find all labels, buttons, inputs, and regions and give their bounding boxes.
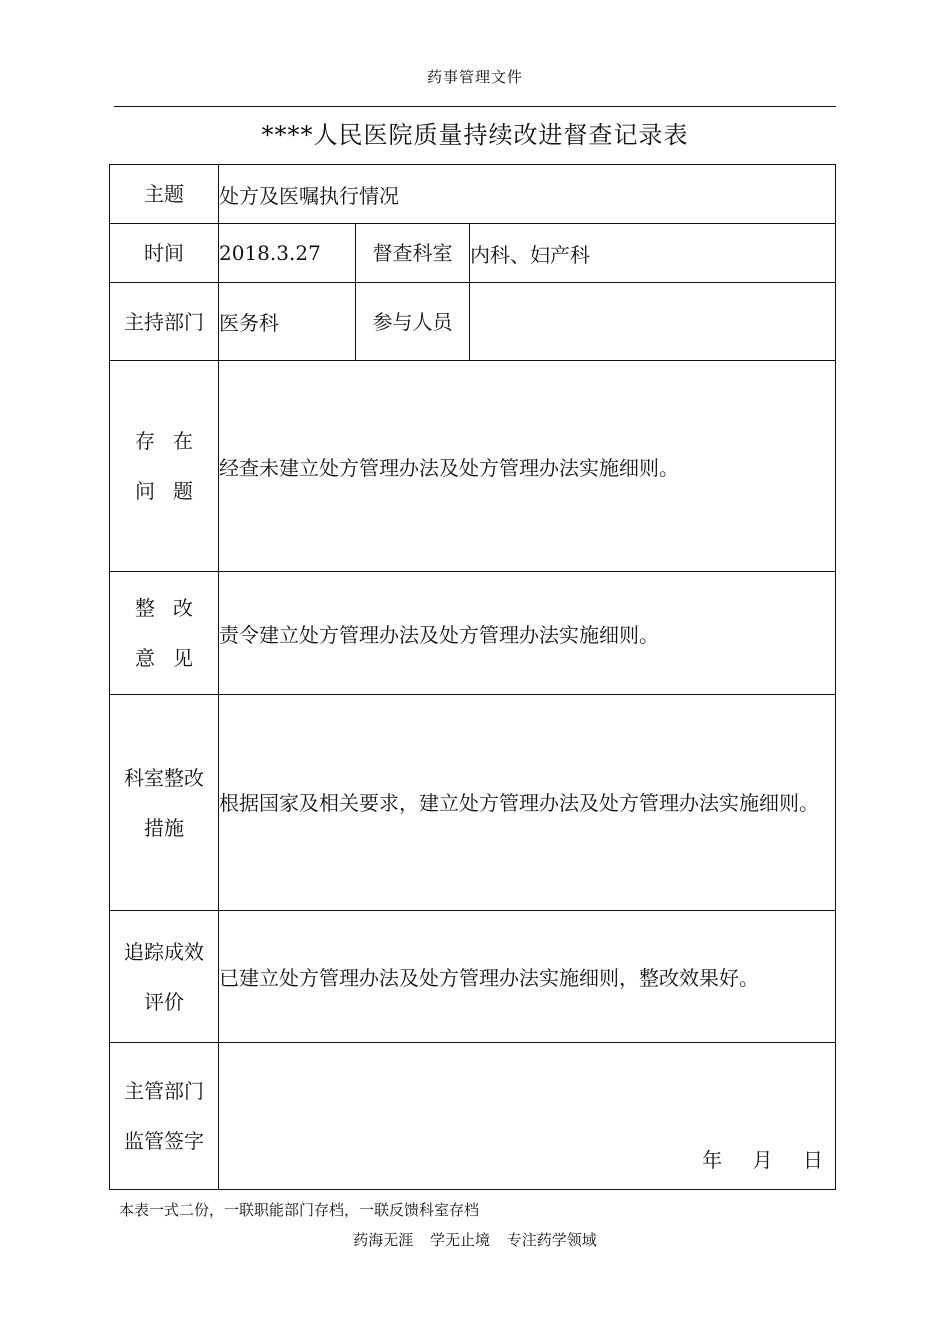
header-divider [114,106,836,107]
tracking-label-line1: 追踪成效 [124,939,204,964]
participants-value [470,283,836,361]
row-host [110,283,836,361]
opinion-value: 责令建立处方管理办法及处方管理办法实施细则。 [219,572,836,695]
row-supervisor [110,1043,836,1190]
tracking-value: 已建立处方管理办法及处方管理办法实施细则，整改效果好。 [219,911,836,1043]
issues-label [110,361,219,572]
issues-label-line2: 问题 [135,479,211,503]
inspected-dept-label: 督查科室 [356,224,470,283]
opinion-label [110,572,219,695]
opinion-label-line1: 整改 [135,596,211,620]
host-dept-value: 医务科 [219,283,356,361]
participants-label: 参与人员 [356,283,470,361]
topic-label: 主题 [110,165,219,224]
tracking-label [110,911,219,1043]
time-label: 时间 [110,224,219,283]
inspection-record-table [109,164,836,1190]
row-topic [110,165,836,224]
opinion-label-line2: 意见 [135,646,211,670]
row-time [110,224,836,283]
signature-date: 年 月 日 [702,1148,824,1172]
measures-label-line1: 科室整改 [124,765,204,790]
document-title: ****人民医院质量持续改进督查记录表 [261,121,689,149]
tracking-label-line2: 评价 [144,989,184,1014]
topic-value: 处方及医嘱执行情况 [219,165,836,224]
time-value: 2018.3.27 [219,224,356,283]
row-measures [110,695,836,911]
supervisor-label-line2: 监管签字 [124,1129,204,1153]
supervisor-label [110,1043,219,1190]
measures-label [110,695,219,911]
issues-value: 经查未建立处方管理办法及处方管理办法实施细则。 [219,361,836,572]
header-title: 药事管理文件 [426,68,523,86]
row-issues [110,361,836,572]
measures-label-line2: 措施 [144,815,184,840]
measures-value: 根据国家及相关要求，建立处方管理办法及处方管理办法实施细则。 [219,695,836,911]
row-opinion [110,572,836,695]
supervisor-signature-field[interactable] [219,1043,836,1190]
inspected-dept-value: 内科、妇产科 [470,224,836,283]
footnote: 本表一式二份，一联职能部门存档，一联反馈科室存档 [119,1201,480,1219]
footer-slogan: 药海无涯 学无止境 专注药学领域 [353,1231,597,1249]
host-dept-label: 主持部门 [110,283,219,361]
issues-label-line1: 存在 [135,429,211,453]
supervisor-label-line1: 主管部门 [124,1079,204,1103]
row-tracking [110,911,836,1043]
